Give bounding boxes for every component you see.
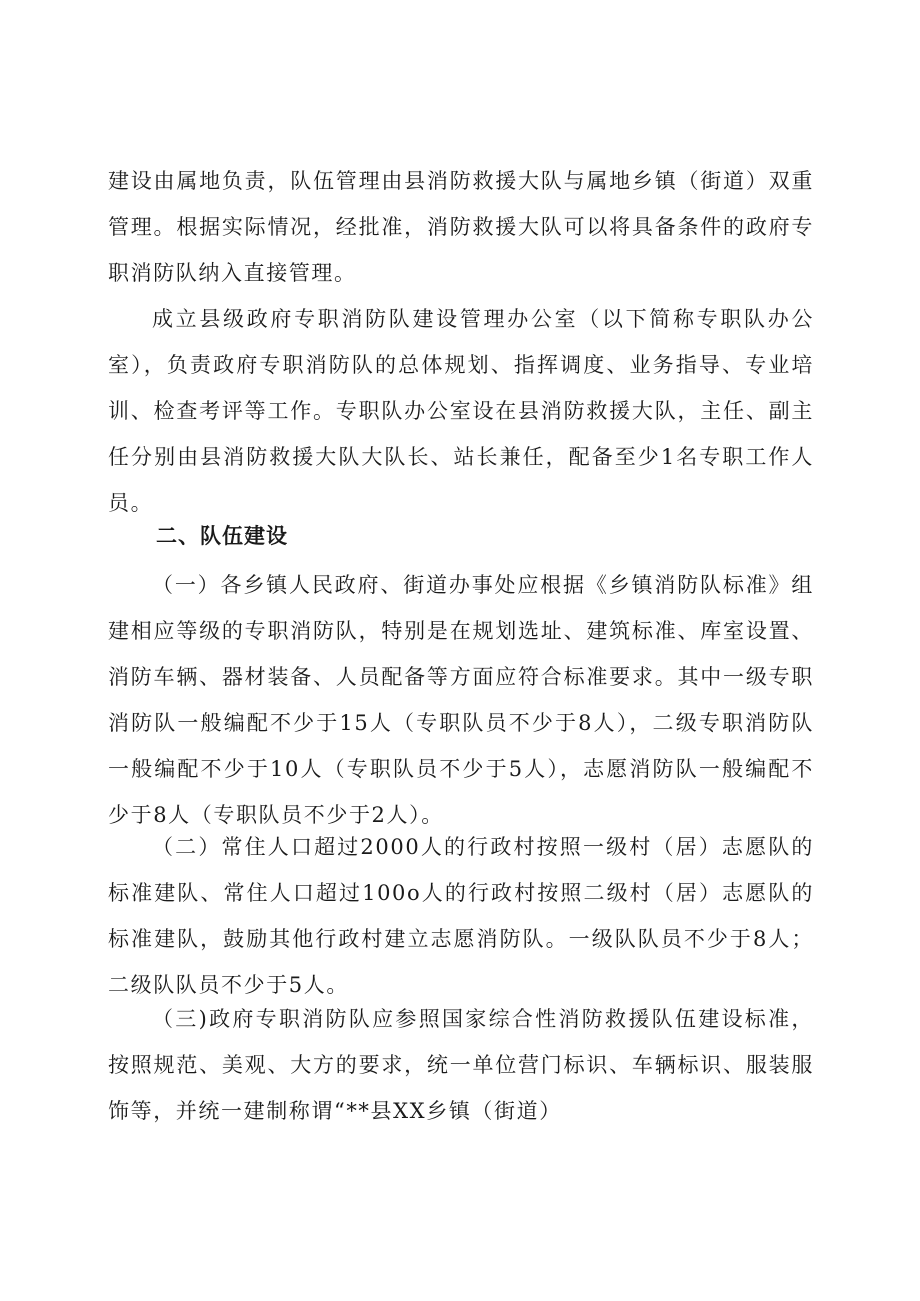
- paragraph-item-one: （一）各乡镇人民政府、街道办事处应根据《乡镇消防队标准》组建相应等级的专职消防队，特别是在规划选址、建筑标准、库室设置、消防车辆、器材装备、人员配备等方面应符合标准要求。其中一级专职消防队一般编配不少于15人（专职队员不少于8人），二级专职消防队一般编配不少于10人（专职队员不少于5人），志愿消防队一般编配不少于8人（专职队员不少于2人）。: [108, 573, 814, 827]
- paragraph-item-two: （二）常住人口超过2000人的行政村按照一级村（居）志愿队的标准建队、常住人口超过100o人的行政村按照二级村（居）志愿队的标准建队，鼓励其他行政村建立志愿消防队。一级队队员不少于8人；二级队队员不少于5人。: [108, 835, 814, 997]
- section-heading-team-building: 二、队伍建设: [156, 524, 288, 548]
- paragraph-office: 成立县级政府专职消防队建设管理办公室（以下简称专职队办公室），负责政府专职消防队的总体规划、指挥调度、业务指导、专业培训、检查考评等工作。专职队办公室设在县消防救援大队，主任、副主任分别由县消防救援大队大队长、站长兼任，配备至少1名专职工作人员。: [108, 307, 814, 515]
- paragraph-management: 建设由属地负责，队伍管理由县消防救援大队与属地乡镇（街道）双重管理。根据实际情况，经批准，消防救援大队可以将具备条件的政府专职消防队纳入直接管理。: [108, 169, 814, 285]
- paragraph-item-three: （三)政府专职消防队应参照国家综合性消防救援队伍建设标准，按照规范、美观、大方的要求，统一单位营门标识、车辆标识、服装服饰等，并统一建制称谓“**县XX乡镇（街道）: [108, 1007, 814, 1123]
